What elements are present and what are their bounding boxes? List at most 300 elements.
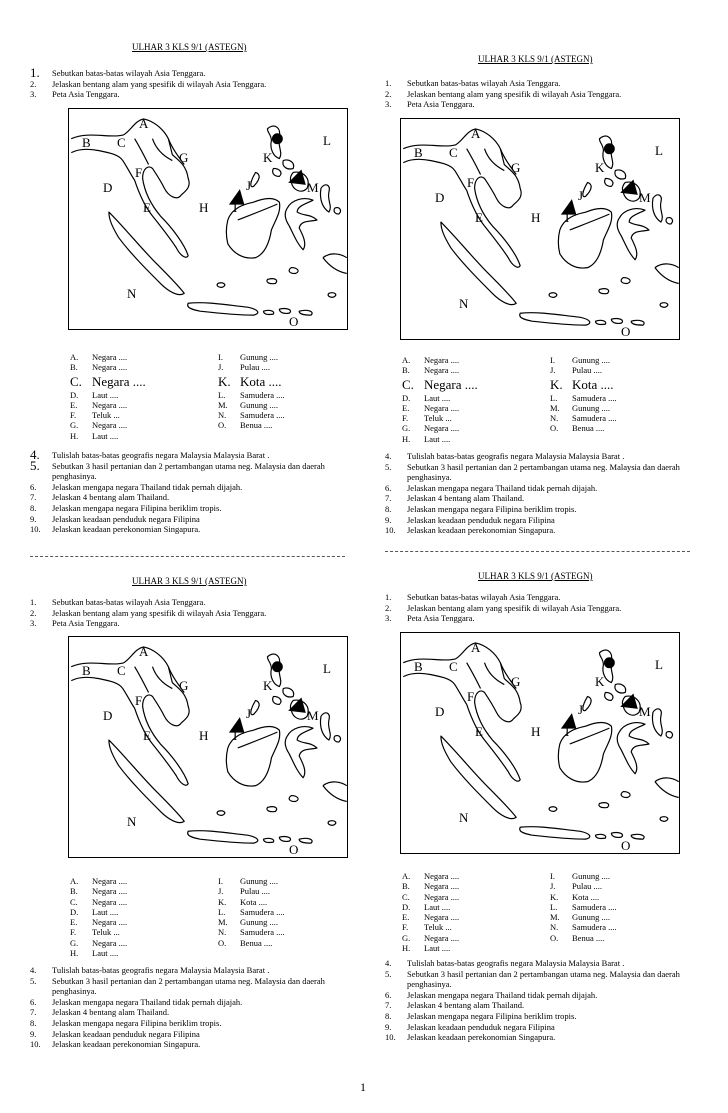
question-text: Jelaskan bentang alam yang spesifik di wilayah Asia Tenggara.: [52, 78, 267, 89]
question-item: [385, 990, 690, 1001]
map-label-o: O: [289, 314, 299, 329]
legend-k1: F.: [402, 413, 409, 424]
legend-row: [402, 922, 662, 932]
legend-row: [402, 413, 662, 423]
legend-k2: N.: [550, 922, 559, 933]
question-item: [385, 78, 705, 89]
question-text: Tulislah batas-batas geografis negara Malaysia Malaysia Barat .: [407, 451, 625, 461]
question-text: Jelaskan bentang alam yang spesifik di wilayah Asia Tenggara.: [407, 88, 622, 99]
map-outline: [69, 109, 347, 329]
legend-row: [70, 948, 330, 958]
legend-v1: Negara ....: [92, 399, 128, 410]
legend-row: [70, 927, 330, 937]
legend-v1: Laut ....: [424, 943, 451, 954]
map-label-k: K: [595, 674, 605, 689]
legend-v1: Laut ....: [92, 430, 119, 441]
legend-k1: H.: [402, 433, 411, 444]
legend-k2: J.: [550, 365, 556, 376]
legend-k2: J.: [218, 886, 224, 897]
legend-k1: G.: [402, 423, 411, 434]
legend-row: [402, 912, 662, 922]
map-label-l: L: [655, 657, 663, 672]
legend-row: [402, 943, 662, 953]
question-item: [30, 608, 350, 619]
question-list-part1: [385, 78, 705, 110]
legend-row: [402, 881, 662, 891]
question-text: Jelaskan mengapa negara Filipina beriklim tropis.: [52, 1017, 222, 1028]
legend-row: [402, 393, 662, 403]
question-text: Jelaskan keadaan penduduk negara Filipina: [52, 1028, 200, 1039]
legend-v2: Samudera ....: [240, 389, 285, 400]
question-number: 1.: [385, 78, 392, 88]
question-item: [385, 1011, 690, 1022]
legend-v2: Gunung ....: [572, 871, 611, 881]
question-number: 9.: [30, 1028, 37, 1039]
question-text: Sebutkan batas-batas wilayah Asia Tenggara.: [52, 68, 206, 78]
map-label-b: B: [414, 659, 423, 674]
map-label-c: C: [117, 135, 126, 150]
legend-k1: B.: [70, 362, 78, 373]
question-item: [30, 89, 350, 100]
legend-k1: B.: [402, 881, 410, 892]
legend-v2: Pulau ....: [240, 886, 270, 897]
legend-k2: L.: [218, 389, 226, 400]
question-text: Jelaskan 4 bentang alam Thailand.: [407, 1000, 525, 1011]
legend-k2: N.: [218, 927, 227, 938]
map-label-i: I: [233, 200, 238, 215]
legend-k1: F.: [70, 927, 77, 938]
map-label-k: K: [263, 678, 273, 693]
legend-k2: O.: [550, 932, 559, 943]
question-text: Sebutkan 3 hasil pertanian dan 2 pertambangan utama neg. Malaysia dan daerah penghasinya.: [407, 968, 680, 990]
legend-v1: Laut ....: [92, 389, 119, 400]
question-item: [385, 969, 690, 990]
question-number: 4.: [30, 965, 37, 975]
question-item: [30, 503, 345, 514]
legend-v2: Gunung ....: [572, 355, 611, 365]
map-legend: [402, 355, 662, 444]
question-item: [30, 492, 345, 503]
legend-k1: D.: [402, 901, 411, 912]
legend-k2: [550, 943, 572, 953]
question-number: 10.: [30, 1039, 41, 1050]
map-label-i: I: [233, 728, 238, 743]
legend-v2: Kota ....: [240, 896, 268, 907]
map-outline: [69, 637, 347, 857]
map-label-e: E: [475, 210, 483, 225]
legend-v1: Teluk ...: [92, 410, 120, 421]
question-item: [385, 525, 690, 536]
question-list-part2: [385, 958, 690, 1043]
legend-k1: B.: [402, 365, 410, 376]
legend-k1: E.: [70, 917, 78, 928]
legend-k1: C.: [402, 376, 414, 392]
question-item: [385, 603, 705, 614]
legend-k2: L.: [218, 906, 226, 917]
question-number: 5.: [385, 461, 392, 472]
map-label-c: C: [449, 145, 458, 160]
question-item: [385, 958, 690, 969]
question-text: Peta Asia Tenggara.: [407, 613, 475, 624]
map-label-d: D: [435, 190, 445, 205]
question-item: [30, 524, 345, 535]
map-label-h: H: [199, 728, 209, 743]
map-label-f: F: [135, 693, 143, 708]
question-text: Tulislah batas-batas geografis negara Malaysia Malaysia Barat .: [52, 450, 270, 460]
legend-k2: L.: [550, 901, 558, 912]
question-item: [30, 514, 345, 525]
question-number: 9.: [385, 1021, 392, 1032]
question-list-part1: [30, 65, 350, 100]
question-item: [30, 965, 345, 976]
legend-v2: Pulau ....: [572, 365, 602, 376]
question-text: Jelaskan mengapa negara Thailand tidak pernah dijajah.: [407, 482, 598, 493]
question-number: 4.: [385, 958, 392, 968]
map-label-e: E: [143, 200, 151, 215]
legend-v1: Negara ....: [92, 886, 128, 897]
map-label-m: M: [307, 708, 319, 723]
legend-v2: Gunung ....: [572, 912, 611, 923]
map-label-k: K: [595, 160, 605, 175]
legend-v2: Samudera ....: [240, 906, 285, 917]
legend-k2: [550, 434, 572, 444]
legend-row: [402, 434, 662, 444]
legend-k2: O.: [218, 420, 227, 431]
map-label-l: L: [655, 143, 663, 158]
question-list-part1: [30, 597, 350, 629]
legend-v1: Teluk ...: [424, 922, 452, 933]
question-number: 3.: [385, 99, 392, 110]
legend-k2: M.: [218, 399, 228, 410]
question-number: 8.: [385, 503, 392, 514]
legend-v2: Samudera ....: [572, 901, 617, 912]
question-text: Jelaskan mengapa negara Filipina beriklim tropis.: [407, 1010, 577, 1021]
map-label-d: D: [435, 704, 445, 719]
legend-k2: K.: [218, 896, 227, 907]
legend-row: [70, 420, 330, 430]
question-text: Sebutkan 3 hasil pertanian dan 2 pertambangan utama neg. Malaysia dan daerah penghasinya.: [407, 461, 680, 483]
question-number: 2.: [385, 88, 392, 99]
legend-k1: G.: [70, 420, 79, 431]
legend-v1: Negara ....: [92, 896, 128, 907]
question-item: [385, 1022, 690, 1033]
legend-row: [70, 907, 330, 917]
question-text: Jelaskan mengapa negara Filipina beriklim tropis.: [52, 502, 222, 513]
map-label-m: M: [307, 180, 319, 195]
legend-k2: I.: [550, 871, 555, 881]
legend-row: [70, 390, 330, 400]
legend-k1: A.: [402, 871, 411, 881]
legend-v1: Laut ....: [92, 906, 119, 917]
legend-k1: A.: [70, 876, 79, 886]
legend-v2: Benua ....: [572, 932, 605, 943]
question-text: Sebutkan batas-batas wilayah Asia Tenggara.: [52, 597, 206, 607]
question-text: Jelaskan keadaan perekonomian Singapura.: [52, 1039, 201, 1050]
question-text: Jelaskan 4 bentang alam Thailand.: [407, 493, 525, 504]
map-label-k: K: [263, 150, 273, 165]
map-label-f: F: [467, 175, 475, 190]
legend-v2: Gunung ....: [240, 876, 279, 886]
question-number: 8.: [30, 1017, 37, 1028]
legend-row: [402, 376, 662, 393]
question-list-part1: [385, 592, 705, 624]
map-label-b: B: [414, 145, 423, 160]
question-number: 3.: [30, 618, 37, 629]
legend-k2: J.: [550, 881, 556, 892]
legend-k1: H.: [70, 948, 79, 959]
legend-v2: Benua ....: [572, 423, 605, 434]
question-text: Jelaskan mengapa negara Thailand tidak pernah dijajah.: [52, 481, 243, 492]
map-southeast-asia: [400, 632, 680, 854]
question-item: [30, 597, 350, 608]
question-number: 10.: [385, 525, 396, 536]
question-number: 5.: [385, 968, 392, 979]
question-text: Tulislah batas-batas geografis negara Malaysia Malaysia Barat .: [52, 965, 270, 975]
map-label-b: B: [82, 663, 91, 678]
map-legend: [402, 871, 662, 953]
question-list-part2: [385, 451, 690, 536]
question-text: Peta Asia Tenggara.: [52, 618, 120, 629]
map-label-o: O: [621, 838, 631, 853]
map-label-h: H: [199, 200, 209, 215]
question-item: [30, 997, 345, 1008]
map-label-m: M: [639, 704, 651, 719]
map-label-a: A: [139, 116, 149, 131]
legend-v1: Negara ....: [424, 881, 460, 892]
legend-row: [70, 431, 330, 441]
legend-k1: D.: [402, 392, 411, 403]
question-number: 6.: [385, 989, 392, 1000]
question-number: 2.: [30, 607, 37, 618]
question-text: Jelaskan keadaan penduduk negara Filipina: [52, 513, 200, 524]
question-list-part2: [30, 447, 345, 535]
question-text: Sebutkan batas-batas wilayah Asia Tenggara.: [407, 592, 561, 602]
map-outline: [401, 119, 679, 339]
question-text: Jelaskan keadaan penduduk negara Filipina: [407, 514, 555, 525]
question-item: [385, 99, 705, 110]
legend-k2: I.: [218, 876, 223, 886]
legend-row: [70, 897, 330, 907]
legend-row: [402, 933, 662, 943]
legend-v1: Negara ....: [92, 937, 128, 948]
question-text: Sebutkan batas-batas wilayah Asia Tenggara.: [407, 78, 561, 88]
legend-k2: I.: [218, 352, 223, 362]
legend-k2: O.: [550, 423, 559, 434]
question-number: 7.: [385, 1000, 392, 1011]
legend-row: [70, 362, 330, 372]
legend-k2: [218, 948, 240, 958]
question-text: Peta Asia Tenggara.: [407, 99, 475, 110]
legend-row: [70, 410, 330, 420]
legend-row: [70, 373, 330, 390]
legend-k2: M.: [550, 912, 560, 923]
legend-v2: Samudera ....: [572, 922, 617, 933]
map-label-h: H: [531, 724, 541, 739]
question-item: [385, 462, 690, 483]
legend-k2: K.: [218, 373, 231, 389]
legend-row: [70, 938, 330, 948]
legend-k2: [218, 431, 240, 441]
question-number: 6.: [385, 482, 392, 493]
question-text: Tulislah batas-batas geografis negara Malaysia Malaysia Barat .: [407, 958, 625, 968]
page-number: 1: [360, 1080, 366, 1094]
legend-k1: G.: [402, 932, 411, 943]
question-text: Jelaskan keadaan perekonomian Singapura.: [407, 1032, 556, 1043]
question-number: 9.: [385, 514, 392, 525]
legend-v2: Pulau ....: [240, 362, 270, 373]
question-text: Sebutkan 3 hasil pertanian dan 2 pertambangan utama neg. Malaysia dan daerah penghasinya.: [52, 975, 325, 997]
map-label-j: J: [578, 188, 584, 203]
legend-v2: Samudera ....: [572, 413, 617, 424]
question-text: Jelaskan keadaan perekonomian Singapura.: [52, 524, 201, 535]
map-label-e: E: [143, 728, 151, 743]
legend-row: [402, 902, 662, 912]
question-item: [385, 451, 690, 462]
map-label-a: A: [471, 126, 481, 141]
legend-v1: Negara ....: [92, 420, 128, 431]
map-outline: [401, 633, 679, 853]
map-label-o: O: [289, 842, 299, 857]
legend-v2: Benua ....: [240, 420, 273, 431]
question-item: [385, 1000, 690, 1011]
question-item: [30, 1007, 345, 1018]
legend-k1: F.: [70, 410, 77, 421]
legend-v1: Negara ....: [92, 373, 146, 389]
question-text: Jelaskan 4 bentang alam Thailand.: [52, 492, 170, 503]
legend-v2: Samudera ....: [572, 392, 617, 403]
legend-v2: Gunung ....: [240, 352, 279, 362]
question-item: [385, 592, 705, 603]
map-southeast-asia: [68, 636, 348, 858]
question-text: Jelaskan bentang alam yang spesifik di wilayah Asia Tenggara.: [52, 607, 267, 618]
map-southeast-asia: [68, 108, 348, 330]
legend-v1: Negara ....: [424, 365, 460, 376]
map-legend: [70, 876, 330, 958]
legend-v2: Pulau ....: [572, 881, 602, 892]
legend-k2: O.: [218, 937, 227, 948]
question-item: [385, 504, 690, 515]
legend-k2: K.: [550, 376, 563, 392]
map-label-o: O: [621, 324, 631, 339]
worksheet-title: ULHAR 3 KLS 9/1 (ASTEGN): [478, 54, 593, 64]
legend-k1: E.: [402, 402, 410, 413]
map-label-d: D: [103, 180, 113, 195]
legend-k1: E.: [70, 399, 78, 410]
legend-v1: Teluk ...: [424, 413, 452, 424]
question-number: 7.: [385, 493, 392, 504]
legend-v2: Kota ....: [572, 891, 600, 902]
map-label-f: F: [135, 165, 143, 180]
map-label-g: G: [179, 678, 189, 693]
legend-row: [402, 365, 662, 375]
legend-k1: A.: [402, 355, 411, 365]
map-label-d: D: [103, 708, 113, 723]
legend-k1: B.: [70, 886, 78, 897]
worksheet-title: ULHAR 3 KLS 9/1 (ASTEGN): [132, 576, 247, 586]
question-item: [385, 493, 690, 504]
question-number: 2.: [30, 78, 37, 89]
map-label-c: C: [449, 659, 458, 674]
worksheet-title: ULHAR 3 KLS 9/1 (ASTEGN): [132, 42, 247, 52]
legend-v1: Negara ....: [92, 352, 128, 362]
question-number: 7.: [30, 1007, 37, 1018]
legend-row: [70, 400, 330, 410]
legend-v1: Laut ....: [92, 948, 119, 959]
question-number: 5.: [30, 457, 40, 473]
legend-k2: L.: [550, 392, 558, 403]
question-text: Jelaskan mengapa negara Thailand tidak pernah dijajah.: [52, 996, 243, 1007]
question-item: [385, 483, 690, 494]
map-label-g: G: [179, 150, 189, 165]
legend-k1: C.: [402, 891, 410, 902]
legend-v1: Laut ....: [424, 901, 451, 912]
question-text: Jelaskan keadaan perekonomian Singapura.: [407, 525, 556, 536]
legend-v2: Kota ....: [240, 373, 282, 389]
legend-k1: E.: [402, 912, 410, 923]
legend-v1: Negara ....: [424, 891, 460, 902]
legend-k2: N.: [550, 413, 559, 424]
question-number: 2.: [385, 602, 392, 613]
question-item: [385, 613, 705, 624]
legend-row: [402, 355, 662, 365]
legend-v1: Negara ....: [424, 402, 460, 413]
legend-v1: Negara ....: [92, 917, 128, 928]
legend-k2: K.: [550, 891, 559, 902]
question-item: [385, 89, 705, 100]
map-label-b: B: [82, 135, 91, 150]
map-label-n: N: [127, 814, 137, 829]
question-number: 10.: [30, 524, 41, 535]
legend-row: [402, 423, 662, 433]
question-number: 4.: [30, 447, 40, 462]
map-label-a: A: [139, 644, 149, 659]
question-text: Jelaskan mengapa negara Filipina beriklim tropis.: [407, 503, 577, 514]
map-label-c: C: [117, 663, 126, 678]
map-label-i: I: [565, 724, 570, 739]
legend-k2: N.: [218, 410, 227, 421]
question-item: [30, 1029, 345, 1040]
legend-k1: F.: [402, 922, 409, 933]
legend-k1: H.: [70, 430, 79, 441]
legend-row: [402, 892, 662, 902]
map-legend: [70, 352, 330, 441]
question-number: 7.: [30, 492, 37, 503]
legend-v2: Samudera ....: [240, 927, 285, 938]
legend-v1: Laut ....: [424, 392, 451, 403]
legend-k1: D.: [70, 906, 79, 917]
legend-k1: C.: [70, 896, 78, 907]
legend-v1: Negara ....: [92, 876, 128, 886]
legend-v1: Teluk ...: [92, 927, 120, 938]
legend-k1: C.: [70, 373, 82, 389]
worksheet-title: ULHAR 3 KLS 9/1 (ASTEGN): [478, 571, 593, 581]
question-text: Jelaskan bentang alam yang spesifik di wilayah Asia Tenggara.: [407, 602, 622, 613]
question-number: 8.: [30, 502, 37, 513]
legend-v1: Negara ....: [424, 423, 460, 434]
question-text: Sebutkan 3 hasil pertanian dan 2 pertambangan utama neg. Malaysia dan daerah penghasinya.: [52, 460, 325, 482]
map-southeast-asia: [400, 118, 680, 340]
legend-v1: Negara ....: [424, 912, 460, 923]
map-label-e: E: [475, 724, 483, 739]
question-item: [385, 515, 690, 526]
legend-v1: Negara ....: [424, 376, 478, 392]
legend-row: [70, 917, 330, 927]
map-label-n: N: [459, 810, 469, 825]
map-label-j: J: [578, 702, 584, 717]
map-label-l: L: [323, 133, 331, 148]
question-text: Jelaskan 4 bentang alam Thailand.: [52, 1007, 170, 1018]
question-number: 8.: [385, 1010, 392, 1021]
